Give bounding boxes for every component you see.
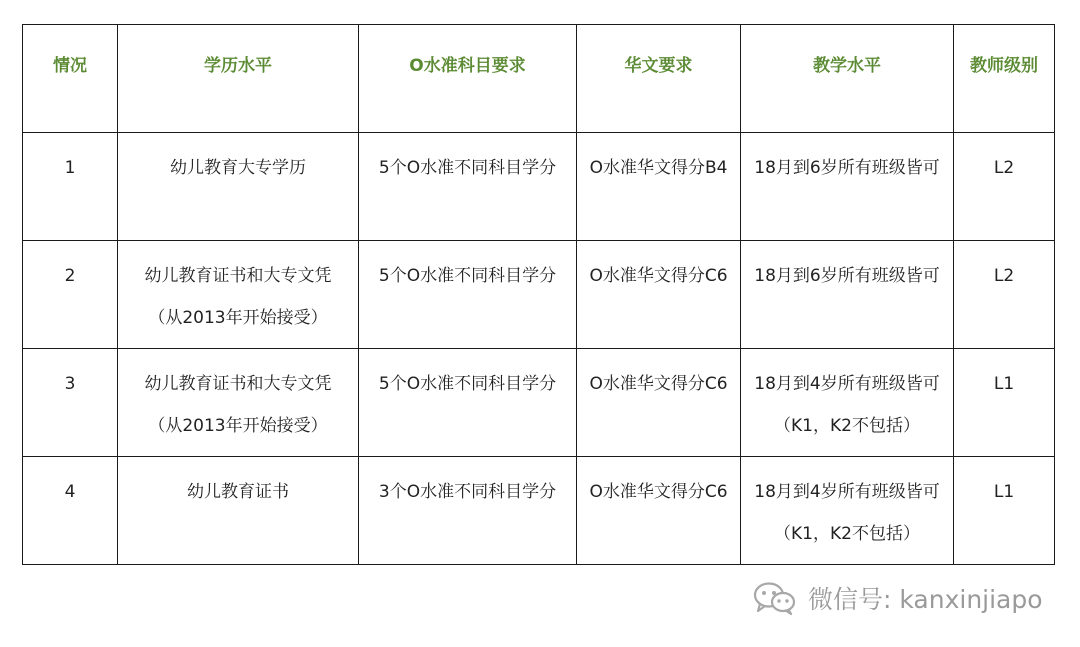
table-row xyxy=(23,133,1055,241)
teaching-cell: 18月到6岁所有班级皆可 xyxy=(741,241,954,349)
header-education: 学历水平 xyxy=(118,25,359,133)
table-row xyxy=(23,457,1055,565)
header-o-level: O水准科目要求 xyxy=(359,25,577,133)
teaching-cell: 18月到4岁所有班级皆可 （K1，K2不包括） xyxy=(741,349,954,457)
o-level-cell: 5个O水准不同科目学分 xyxy=(359,133,577,241)
header-row xyxy=(23,25,1055,133)
education-cell: 幼儿教育证书和大专文凭 （从2013年开始接受） xyxy=(118,349,359,457)
case-cell: 1 xyxy=(23,133,118,241)
grade-cell: L1 xyxy=(954,349,1055,457)
grade-cell: L1 xyxy=(954,457,1055,565)
header-chinese: 华文要求 xyxy=(577,25,741,133)
requirements-table xyxy=(22,24,1055,565)
chinese-cell: O水准华文得分C6 xyxy=(577,241,741,349)
teaching-cell: 18月到6岁所有班级皆可 xyxy=(741,133,954,241)
chinese-cell: O水准华文得分C6 xyxy=(577,457,741,565)
header-grade: 教师级别 xyxy=(954,25,1055,133)
wechat-icon xyxy=(752,580,798,616)
case-cell: 3 xyxy=(23,349,118,457)
header-case: 情况 xyxy=(23,25,118,133)
watermark xyxy=(752,578,1043,618)
chinese-cell: O水准华文得分B4 xyxy=(577,133,741,241)
teaching-cell: 18月到4岁所有班级皆可 （K1，K2不包括） xyxy=(741,457,954,565)
o-level-cell: 5个O水准不同科目学分 xyxy=(359,241,577,349)
education-cell: 幼儿教育证书和大专文凭 （从2013年开始接受） xyxy=(118,241,359,349)
grade-cell: L2 xyxy=(954,241,1055,349)
table-row xyxy=(23,349,1055,457)
chinese-cell: O水准华文得分C6 xyxy=(577,349,741,457)
watermark-text: 微信号: kanxinjiapo xyxy=(808,585,1043,614)
case-cell: 2 xyxy=(23,241,118,349)
education-cell: 幼儿教育证书 xyxy=(118,457,359,565)
table-row xyxy=(23,241,1055,349)
education-cell: 幼儿教育大专学历 xyxy=(118,133,359,241)
o-level-cell: 3个O水准不同科目学分 xyxy=(359,457,577,565)
header-teaching: 教学水平 xyxy=(741,25,954,133)
grade-cell: L2 xyxy=(954,133,1055,241)
case-cell: 4 xyxy=(23,457,118,565)
o-level-cell: 5个O水准不同科目学分 xyxy=(359,349,577,457)
